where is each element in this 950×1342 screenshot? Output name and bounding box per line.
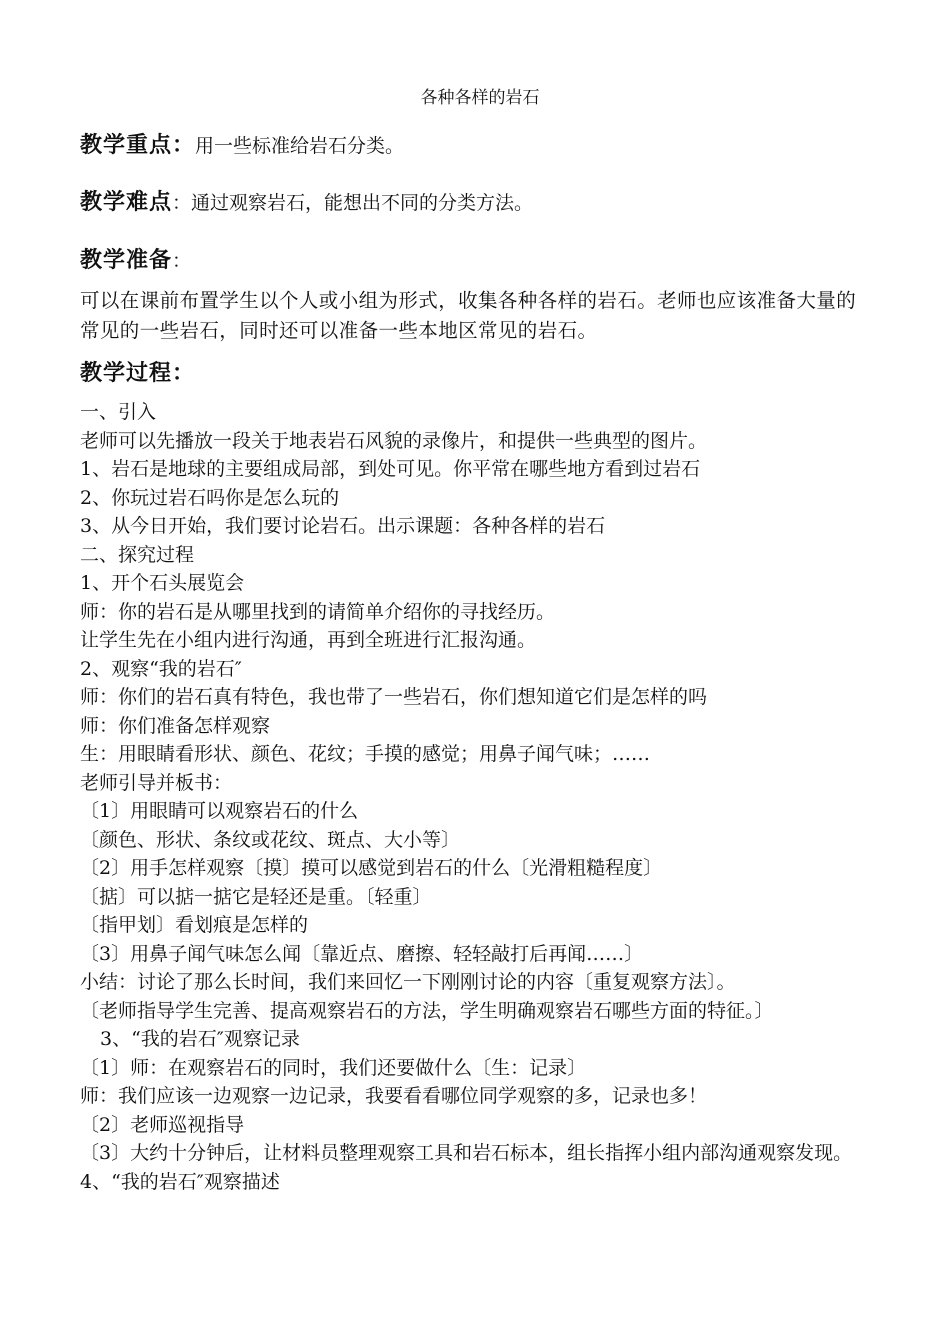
- text-line: 〔3〕用鼻子闻气味怎么闻〔靠近点、磨擦、轻轻敲打后再闻……〕: [80, 942, 644, 965]
- text-line: 二、探究过程: [80, 543, 195, 566]
- text-line: 老师可以先播放一段关于地表岩石风貌的录像片，和提供一些典型的图片。: [80, 429, 708, 452]
- text-line: 2、观察“我的岩石″: [80, 657, 242, 680]
- text-line: 师：你的岩石是从哪里找到的请简单介绍你的寻找经历。: [80, 600, 556, 623]
- process-colon: ：: [172, 361, 196, 386]
- difficulty-colon: ：: [172, 192, 192, 214]
- key-points-text: 用一些标准给岩石分类。: [195, 135, 405, 157]
- text-line: 师：你们准备怎样观察: [80, 714, 271, 737]
- key-points-colon: ：: [172, 133, 196, 158]
- text-line: 〔指甲划〕看划痕是怎样的: [80, 914, 309, 936]
- preparation-text: 可以在课前布置学生以个人或小组为形式，收集各种各样的岩石。老师也应该准备大量的常见的一些岩石，同时还可以准备一些本地区常见的岩石。: [80, 289, 857, 342]
- text-line: 让学生先在小组内进行沟通，再到全班进行汇报沟通。: [80, 629, 537, 651]
- text-line: 〔老师指导学生完善、提高观察岩石的方法，学生明确观察岩石哪些方面的特征。〕: [80, 999, 774, 1022]
- text-line: 2、你玩过岩石吗你是怎么玩的: [80, 486, 340, 509]
- key-points-section: [80, 128, 880, 159]
- text-line: 一、引入: [80, 401, 157, 423]
- text-line: 1、岩石是地球的主要组成局部，到处可见。你平常在哪些地方看到过岩石: [80, 458, 701, 480]
- key-points-heading: 教学重点: [80, 133, 173, 158]
- text-line: 生：用眼睛看形状、颜色、花纹；手摸的感觉；用鼻子闻气味；……: [80, 743, 651, 765]
- text-line: 师：我们应该一边观察一边记录，我要看看哪位同学观察的多，记录也多！: [80, 1085, 708, 1107]
- text-line: 老师引导并板书：: [80, 771, 233, 794]
- text-line: 3、从今日开始，我们要讨论岩石。出示课题：各种各样的岩石: [80, 515, 606, 537]
- difficulty-heading: 教学难点: [80, 190, 173, 215]
- text-line: 1、开个石头展览会: [80, 572, 245, 594]
- text-line: 〔2〕用手怎样观察〔摸〕摸可以感觉到岩石的什么〔光滑粗糙程度〕: [80, 857, 663, 879]
- document-title: 各种各样的岩石: [420, 88, 540, 108]
- difficulty-section: [80, 185, 880, 216]
- text-line: 〔颜色、形状、条纹或花纹、斑点、大小等〕: [80, 828, 461, 851]
- preparation-heading-row: [80, 243, 880, 274]
- text-line: 〔2〕老师巡视指导: [80, 1113, 245, 1136]
- text-line: 〔1〕用眼睛可以观察岩石的什么: [80, 800, 359, 822]
- text-line: 〔掂〕可以掂一掂它是轻还是重。〔轻重〕: [80, 885, 432, 908]
- preparation-heading: 教学准备: [80, 248, 173, 273]
- text-line: 3、“我的岩石″观察记录: [100, 1028, 300, 1050]
- process-lines: [80, 398, 880, 1196]
- preparation-colon: ：: [172, 250, 192, 272]
- process-heading: 教学过程: [80, 361, 173, 386]
- text-line: 4、“我的岩石″观察描述: [80, 1170, 280, 1193]
- text-line: 〔3〕大约十分钟后，让材料员整理观察工具和岩石标本，组长指挥小组内部沟通观察发现。: [80, 1142, 853, 1164]
- text-line: 师：你们的岩石真有特色，我也带了一些岩石，你们想知道它们是怎样的吗: [80, 686, 708, 708]
- difficulty-text: 通过观察岩石，能想出不同的分类方法。: [191, 192, 534, 214]
- text-line: 〔1〕师：在观察岩石的同时，我们还要做什么〔生：记录〕: [80, 1056, 587, 1079]
- text-line: 小结：讨论了那么长时间，我们来回忆一下刚刚讨论的内容〔重复观察方法〕。: [80, 971, 736, 993]
- process-heading-row: [80, 356, 880, 387]
